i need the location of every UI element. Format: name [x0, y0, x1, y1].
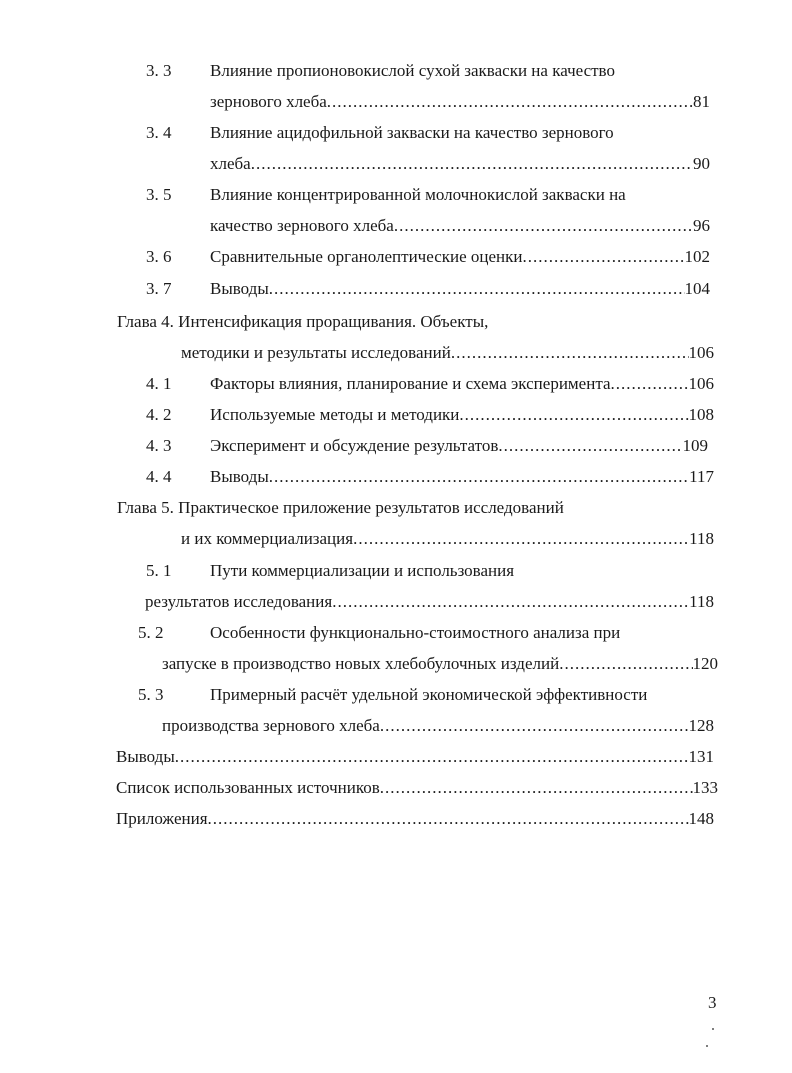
toc-chapter-4-leader — [181, 343, 714, 363]
toc-title-3-4-cont: хлеба — [210, 154, 251, 173]
toc-title-5-3-cont: производства зернового хлеба — [162, 716, 380, 735]
toc-appendices-page: 148 — [688, 809, 714, 828]
toc-page-5-1: 118 — [689, 592, 714, 611]
toc-title-5-1-cont: результатов исследования — [145, 592, 333, 611]
toc-num-4-4: 4. 4 — [146, 467, 172, 486]
toc-title-4-3: Эксперимент и обсуждение результатов — [210, 436, 499, 455]
toc-num-3-3: 3. 3 — [146, 61, 172, 80]
toc-title-5-1: Пути коммерциализации и использования — [210, 561, 515, 580]
toc-page-5-3: 128 — [688, 716, 714, 735]
scan-speck — [706, 1045, 708, 1047]
toc-page-4-2: 108 — [688, 405, 714, 424]
scan-speck — [712, 1028, 714, 1030]
toc-chapter-4-page: 106 — [688, 343, 714, 362]
toc-appendices-leader — [116, 809, 714, 829]
toc-entry-5-1-leader — [145, 592, 714, 612]
toc-title-3-3-cont: зернового хлеба — [210, 92, 327, 111]
toc-conclusions-page: 131 — [688, 747, 714, 766]
toc-chapter-5-leader — [181, 529, 714, 549]
toc-num-3-6: 3. 6 — [146, 247, 172, 266]
toc-page-3-4: 90 — [693, 154, 710, 173]
toc-title-4-1: Факторы влияния, планирование и схема эксперимента — [210, 374, 611, 393]
page-number: 3 — [708, 993, 717, 1012]
toc-page-3-7: 104 — [684, 279, 710, 298]
toc-title-3-5-cont: качество зернового хлеба — [210, 216, 394, 235]
toc-title-4-4: Выводы — [210, 467, 269, 486]
toc-entry-5-3-leader — [162, 716, 714, 736]
toc-page-3-6: 102 — [684, 247, 710, 266]
toc-num-4-2: 4. 2 — [146, 405, 172, 424]
toc-title-3-4: Влияние ацидофильной закваски на качество зернового — [210, 123, 614, 142]
toc-title-5-2: Особенности функционально-стоимостного анализа при — [210, 623, 621, 642]
toc-entry-4-4-leader — [210, 467, 714, 487]
toc-chapter-4-title: Глава 4. Интенсификация проращивания. Объекты, — [117, 312, 489, 331]
toc-num-4-1: 4. 1 — [146, 374, 172, 393]
toc-references-leader — [116, 778, 718, 798]
toc-title-5-2-cont: запуске в производство новых хлебобулочных изделий — [162, 654, 560, 673]
toc-conclusions-leader — [116, 747, 714, 767]
toc-entry-3-5-leader — [210, 216, 710, 236]
toc-entry-4-3-leader — [210, 436, 708, 456]
toc-title-4-2: Используемые методы и методики — [210, 405, 460, 424]
toc-entry-3-7-leader — [210, 279, 710, 299]
toc-num-4-3: 4. 3 — [146, 436, 172, 455]
toc-page-3-3: 81 — [693, 92, 710, 111]
toc-entry-4-1-leader — [210, 374, 714, 394]
toc-entry-4-2-leader — [210, 405, 714, 425]
toc-conclusions-title: Выводы — [116, 747, 175, 766]
toc-page-4-4: 117 — [689, 467, 714, 486]
toc-references-title: Список использованных источников — [116, 778, 380, 797]
toc-chapter-5-title-cont: и их коммерциализация — [181, 529, 354, 548]
toc-num-5-1: 5. 1 — [146, 561, 172, 580]
toc-num-3-4: 3. 4 — [146, 123, 172, 142]
toc-entry-5-2-leader — [162, 654, 718, 674]
toc-entry-3-4-leader — [210, 154, 710, 174]
toc-chapter-5-title: Глава 5. Практическое приложение результатов исследований — [117, 498, 564, 517]
toc-num-5-3: 5. 3 — [138, 685, 164, 704]
toc-num-3-5: 3. 5 — [146, 185, 172, 204]
toc-title-5-3: Примерный расчёт удельной экономической эффективности — [210, 685, 648, 704]
toc-entry-3-6-leader — [210, 247, 710, 267]
toc-title-3-6: Сравнительные органолептические оценки — [210, 247, 523, 266]
toc-title-3-3: Влияние пропионовокислой сухой закваски на качество — [210, 61, 615, 80]
toc-references-page: 133 — [692, 778, 718, 797]
toc-page-4-3: 109 — [682, 436, 708, 455]
toc-chapter-4-title-cont: методики и результаты исследований — [181, 343, 451, 362]
toc-num-5-2: 5. 2 — [138, 623, 164, 642]
toc-entry-3-3-leader — [210, 92, 710, 112]
toc-appendices-title: Приложения — [116, 809, 208, 828]
toc-title-3-5: Влияние концентрированной молочнокислой закваски на — [210, 185, 626, 204]
toc-page-4-1: 106 — [688, 374, 714, 393]
toc-title-3-7: Выводы — [210, 279, 269, 298]
toc-page-5-2: 120 — [692, 654, 718, 673]
toc-num-3-7: 3. 7 — [146, 279, 172, 298]
toc-page-3-5: 96 — [693, 216, 710, 235]
toc-chapter-5-page: 118 — [689, 529, 714, 548]
